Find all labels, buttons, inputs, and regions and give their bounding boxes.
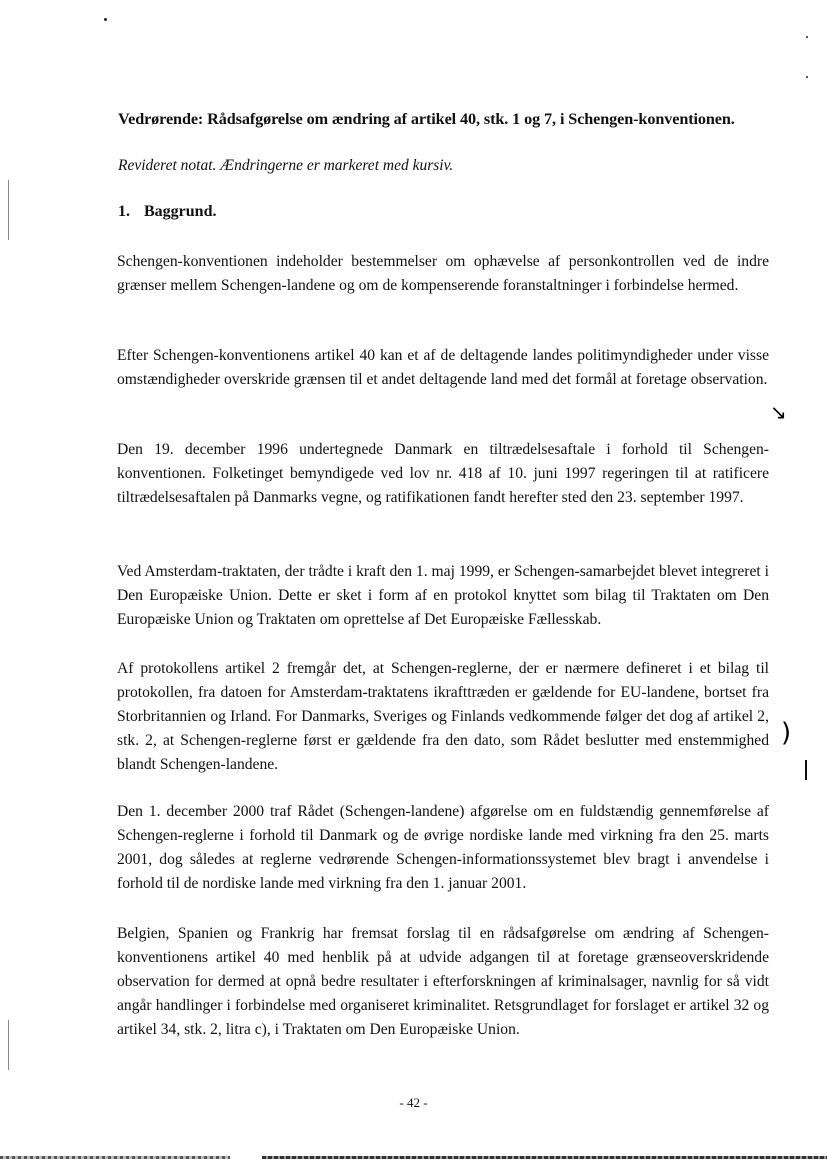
paragraph-6: Den 1. december 2000 traf Rådet (Schengen-landene) afgørelse om en fuldstændig gennemførelse af Schengen-reglerne i forhold til Danmark og de øvrige nordiske lande med virkning fra den 25. marts 2001, dog således at reglerne vedrørende Schengen-informationssystemet blev bragt i anvendelse i forhold til de nordiske lande med virkning fra den 1. januar 2001. <box>117 803 769 892</box>
paragraph-2: Efter Schengen-konventionens artikel 40 kan et af de deltagende landes politimyndigheder under visse omstændigheder overskride grænsen til et andet deltagende land med det formål at foretage observation. <box>117 347 769 388</box>
page-number: - 42 - <box>399 1095 428 1110</box>
section-number: 1. <box>118 203 130 220</box>
scan-bottom-edge <box>0 1156 230 1159</box>
section-title: Baggrund. <box>144 203 217 220</box>
section-heading <box>118 203 216 221</box>
paragraph-1: Schengen-konventionen indeholder bestemmelser om ophævelse af personkontrollen ved de indre grænser mellem Schengen-landene og om de kompenserende foranstaltninger i forbindelse hermed. <box>117 253 769 294</box>
paragraph-4: Ved Amsterdam-traktaten, der trådte i kraft den 1. maj 1999, er Schengen-samarbejdet blevet integreret i Den Europæiske Union. Dette er sket i form af en protokol knyttet som bilag til Traktaten om Den Europæiske Union og Traktaten om oprettelse af Det Europæiske Fællesskab. <box>117 563 769 628</box>
margin-line <box>805 760 807 780</box>
paragraph-7: Belgien, Spanien og Frankrig har fremsat forslag til en rådsafgørelse om ændring af Schengen-konventionens artikel 40 med henblik på at udvide adgangen til at foretage grænseoverskridende observation for dermed at opnå bedre resultater i efterforskningen af kriminalsager, navnlig for så vidt angår handlinger i forbindelse med organiseret kriminalitet. Retsgrundlaget for forslaget er artikel 32 og artikel 34, stk. 2, litra c), i Traktaten om Den Europæiske Union. <box>117 925 769 1038</box>
paragraph-5: Af protokollens artikel 2 fremgår det, at Schengen-reglerne, der er nærmere defineret i et bilag til protokollen, fra datoen for Amsterdam-traktatens ikrafttræden er gældende for EU-landene, bortset fra Storbritannien og Irland. For Danmarks, Sveriges og Finlands vedkommende følger det dog af artikel 2, stk. 2, at Schengen-reglerne først er gældende fra den dato, som Rådet beslutter med enstemmighed blandt Schengen-landene. <box>117 660 769 773</box>
scan-edge <box>8 1020 9 1070</box>
scan-edge <box>8 180 9 240</box>
margin-bracket: ) <box>781 718 792 748</box>
margin-mark: ↘ <box>770 400 787 424</box>
scan-speck <box>806 76 808 78</box>
scan-speck <box>806 36 808 38</box>
revision-note: Revideret notat. Ændringerne er markeret med kursiv. <box>118 157 454 174</box>
paragraph-3: Den 19. december 1996 undertegnede Danmark en tiltrædelsesaftale i forhold til Schengen-konventionen. Folketinget bemyndigede ved lov nr. 418 af 10. juni 1997 regeringen til at ratificere tiltrædelsesaftalen på Danmarks vegne, og ratifikationen fandt herefter sted den 23. september 1997. <box>117 441 769 506</box>
scan-bottom-edge <box>262 1156 827 1159</box>
scan-speck <box>104 18 107 21</box>
document-subject: Vedrørende: Rådsafgørelse om ændring af artikel 40, stk. 1 og 7, i Schengen-konventionen. <box>118 110 735 128</box>
